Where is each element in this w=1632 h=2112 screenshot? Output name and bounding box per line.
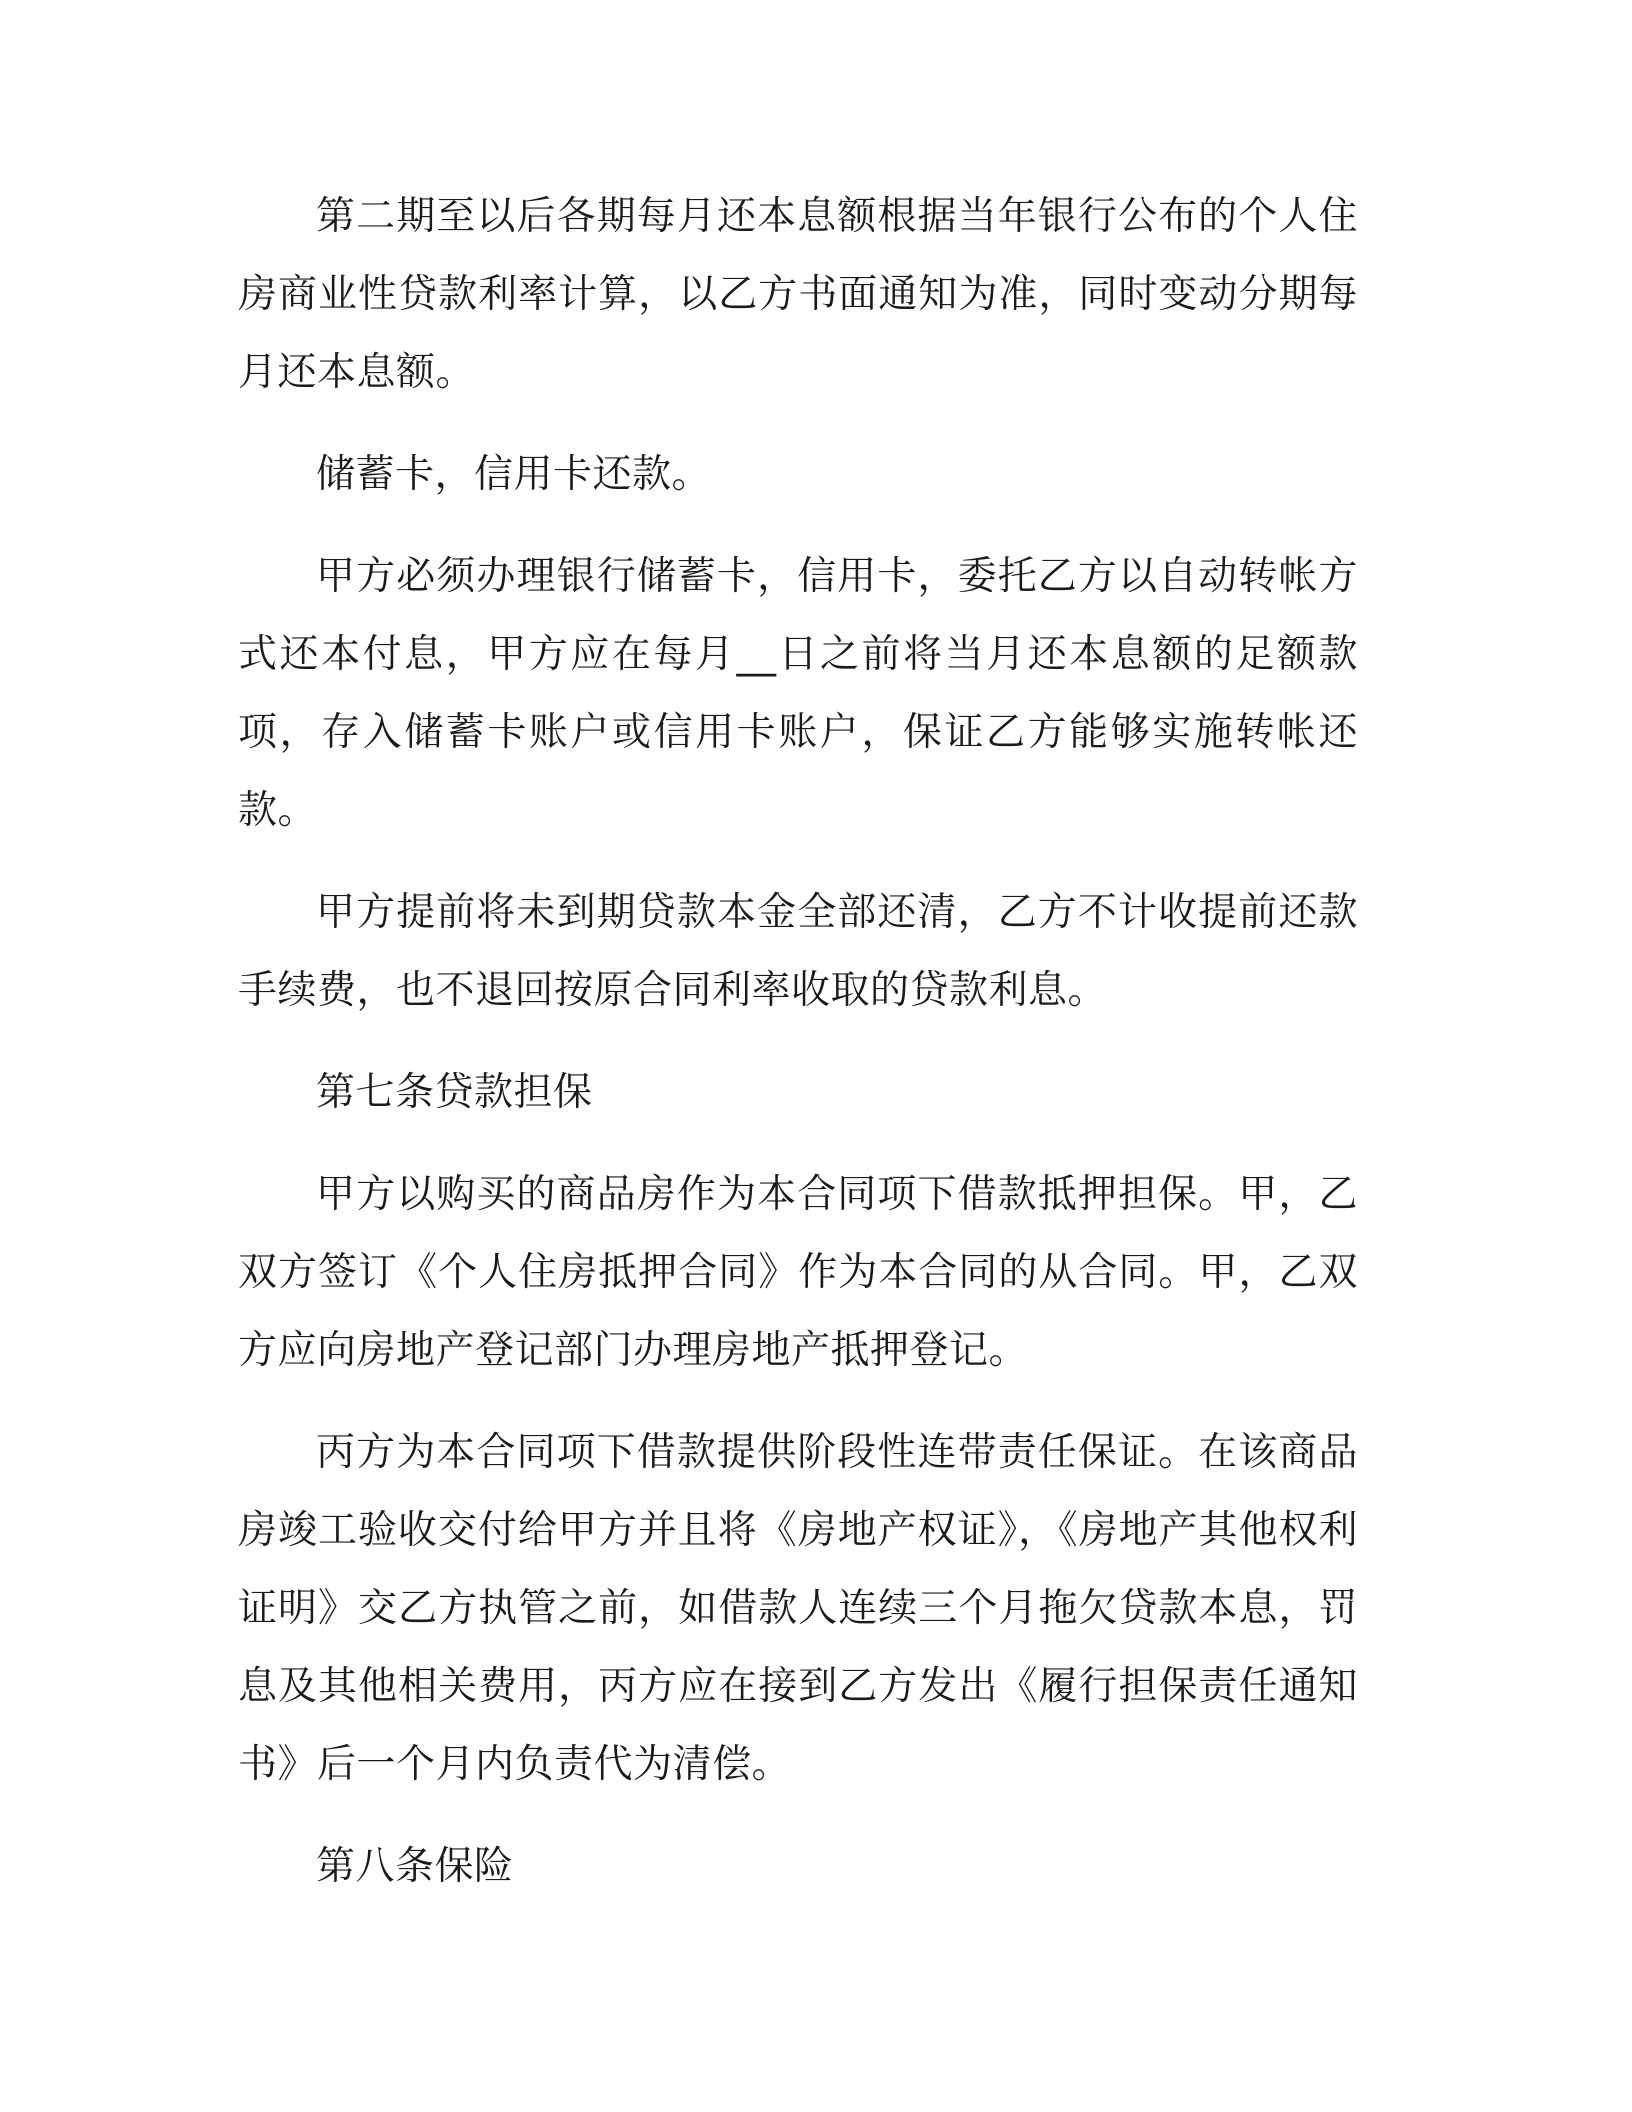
- paragraph-joint-liability: 丙方为本合同项下借款提供阶段性连带责任保证。在该商品房竣工验收交付给甲方并且将《房地产权证》，《房地产其他权利证明》交乙方执管之前，如借款人连续三个月拖欠贷款本息，罚息及其他相关费用，丙方应在接到乙方发出《履行担保责任通知书》后一个月内负责代为清偿。: [238, 1430, 1358, 1787]
- document-body: [238, 178, 1358, 1930]
- paragraph-auto-transfer: 甲方必须办理银行储蓄卡，信用卡，委托乙方以自动转帐方式还本付息，甲方应在每月__日之前将当月还本息额的足额款项，存入储蓄卡账户或信用卡账户，保证乙方能够实施转帐还款。: [238, 554, 1358, 833]
- section-heading-article-8: 第八条保险: [316, 1844, 514, 1889]
- paragraph-repayment-amount: 第二期至以后各期每月还本息额根据当年银行公布的个人住房商业性贷款利率计算，以乙方书面通知为准，同时变动分期每月还本息额。: [238, 194, 1358, 395]
- paragraph-card-repayment: 储蓄卡，信用卡还款。: [316, 452, 712, 497]
- paragraph-early-repayment: 甲方提前将未到期贷款本金全部还清，乙方不计收提前还款手续费，也不退回按原合同利率收取的贷款利息。: [238, 890, 1358, 1013]
- section-heading-article-7: 第七条贷款担保: [316, 1070, 593, 1115]
- paragraph-mortgage-guarantee: 甲方以购买的商品房作为本合同项下借款抵押担保。甲，乙双方签订《个人住房抵押合同》作为本合同的从合同。甲，乙双方应向房地产登记部门办理房地产抵押登记。: [238, 1172, 1358, 1373]
